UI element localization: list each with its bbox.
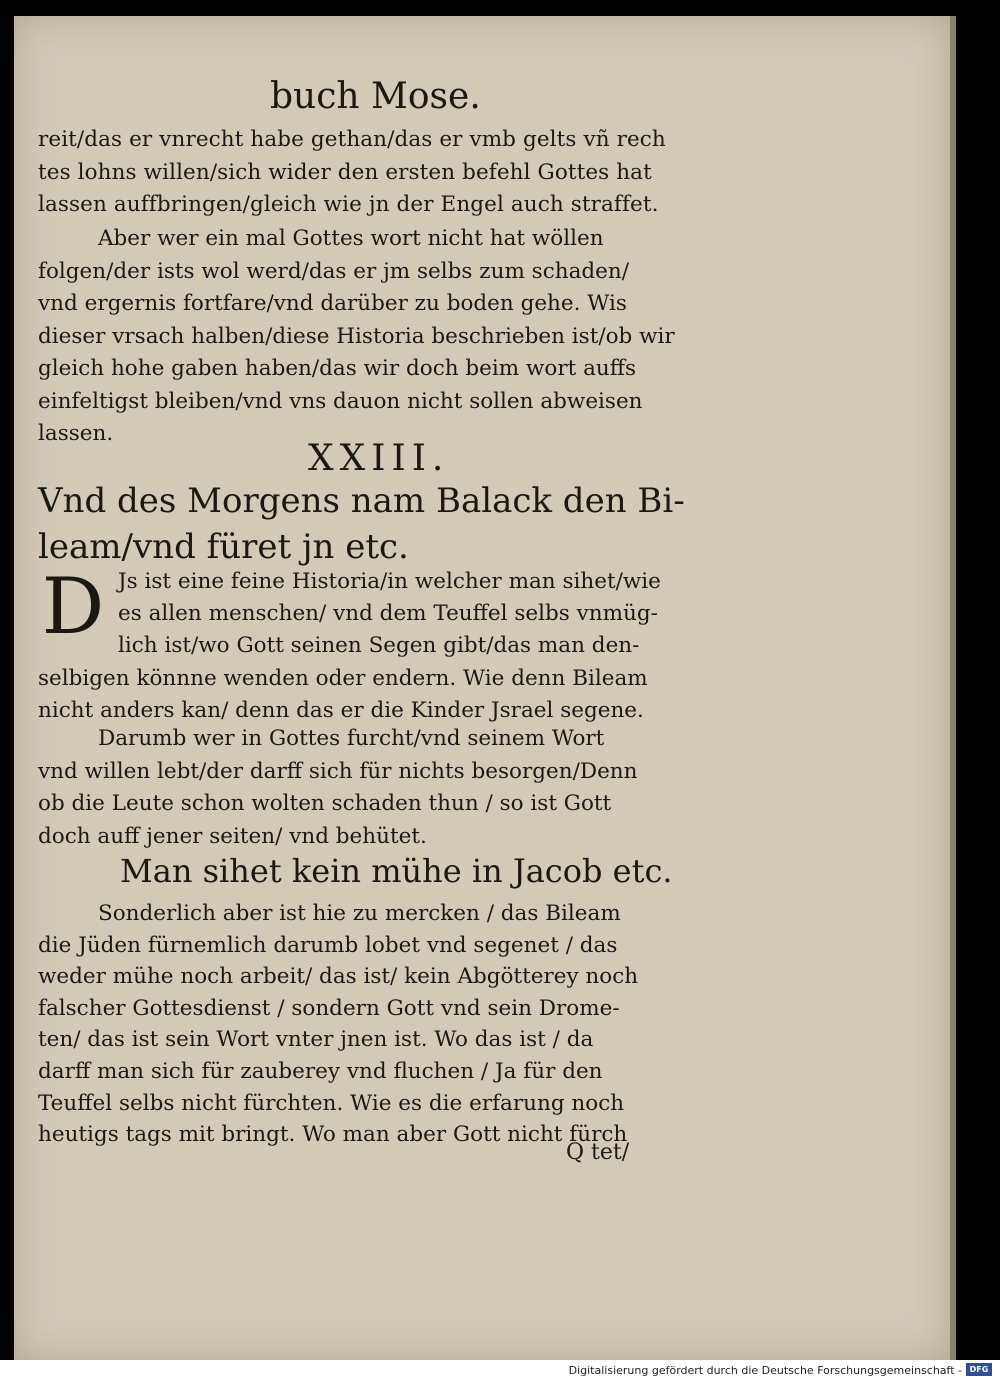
text-line: Js ist eine feine Historia/in welcher man sihet/wie	[118, 569, 661, 594]
text-line: selbigen könnne wenden oder endern. Wie denn Bileam	[38, 666, 648, 691]
text-line: Aber wer ein mal Gottes wort nicht hat wöllen	[98, 226, 604, 251]
paragraph-3-indented	[118, 566, 718, 662]
text-line: lich ist/wo Gott seinen Segen gibt/das man den-	[118, 633, 640, 658]
text-line: Teuffel selbs nicht fürchten. Wie es die erfarung noch	[38, 1090, 625, 1116]
text-line: tes lohns willen/sich wider den ersten befehl Gottes hat	[38, 159, 652, 185]
footer-credit: Digitalisierung gefördert durch die Deutsche Forschungsgemeinschaft -	[568, 1364, 962, 1377]
heading-line: Vnd des Morgens nam Balack den Bi-	[38, 481, 685, 521]
verse-heading-1	[38, 478, 738, 570]
text-line: Darumb wer in Gottes furcht/vnd seinem Wort	[98, 726, 605, 751]
text-line: doch auff jener seiten/ vnd behütet.	[38, 823, 427, 849]
text-line: heutigs tags mit bringt. Wo man aber Gott nicht fürch	[38, 1122, 628, 1148]
text-line: die Jüden fürnemlich darumb lobet vnd segenet / das	[38, 932, 618, 958]
text-line: reit/das er vnrecht habe gethan/das er vmb gelts vñ rech	[38, 127, 666, 152]
paragraph-4	[38, 723, 708, 853]
paragraph-1	[38, 124, 708, 222]
text-line: falscher Gottesdienst / sondern Gott vnd sein Drome-	[38, 995, 620, 1021]
page-edge	[950, 16, 956, 1360]
text-line: gleich hohe gaben haben/das wir doch beim wort auffs	[38, 356, 637, 381]
dfg-logo: DFG	[966, 1363, 992, 1376]
text-line: darff man sich für zauberey vnd fluchen / Ja für den	[38, 1058, 603, 1084]
drop-cap-initial: D	[41, 562, 105, 652]
heading-line: leam/vnd füret jn etc.	[38, 527, 409, 567]
text-line: weder mühe noch arbeit/ das ist/ kein Abgötterey noch	[38, 964, 639, 990]
text-line: es allen menschen/ vnd dem Teuffel selbs vnmüg-	[118, 601, 658, 626]
text-line: lassen auffbringen/gleich wie jn der Engel auch straffet.	[38, 192, 659, 217]
text-line: lassen.	[38, 421, 114, 446]
text-line: ob die Leute schon wolten schaden thun / so ist Gott	[38, 791, 612, 816]
paragraph-5	[38, 898, 708, 1151]
catchword: Q tet/	[566, 1140, 630, 1165]
verse-heading-2: Man sihet kein mühe in Jacob etc.	[120, 852, 673, 890]
paragraph-3-continued	[38, 663, 708, 727]
running-head: buch Mose.	[270, 76, 481, 117]
text-line: dieser vrsach halben/diese Historia beschrieben ist/ob wir	[38, 323, 675, 349]
chapter-heading: XXIII.	[308, 438, 450, 479]
text-line: nicht anders kan/ denn das er die Kinder Jsrael segene.	[38, 698, 644, 723]
text-line: Sonderlich aber ist hie zu mercken / das Bileam	[98, 901, 621, 926]
text-line: vnd willen lebt/der darff sich für nichts besorgen/Denn	[38, 758, 638, 784]
text-line: vnd ergernis fortfare/vnd darüber zu boden gehe. Wis	[38, 291, 627, 316]
paragraph-2	[38, 223, 708, 451]
text-line: ten/ das ist sein Wort vnter jnen ist. Wo das ist / da	[38, 1027, 594, 1053]
text-line: einfeltigst bleiben/vnd vns dauon nicht sollen abweisen	[38, 388, 643, 414]
text-line: folgen/der ists wol werd/das er jm selbs zum schaden/	[38, 258, 629, 284]
